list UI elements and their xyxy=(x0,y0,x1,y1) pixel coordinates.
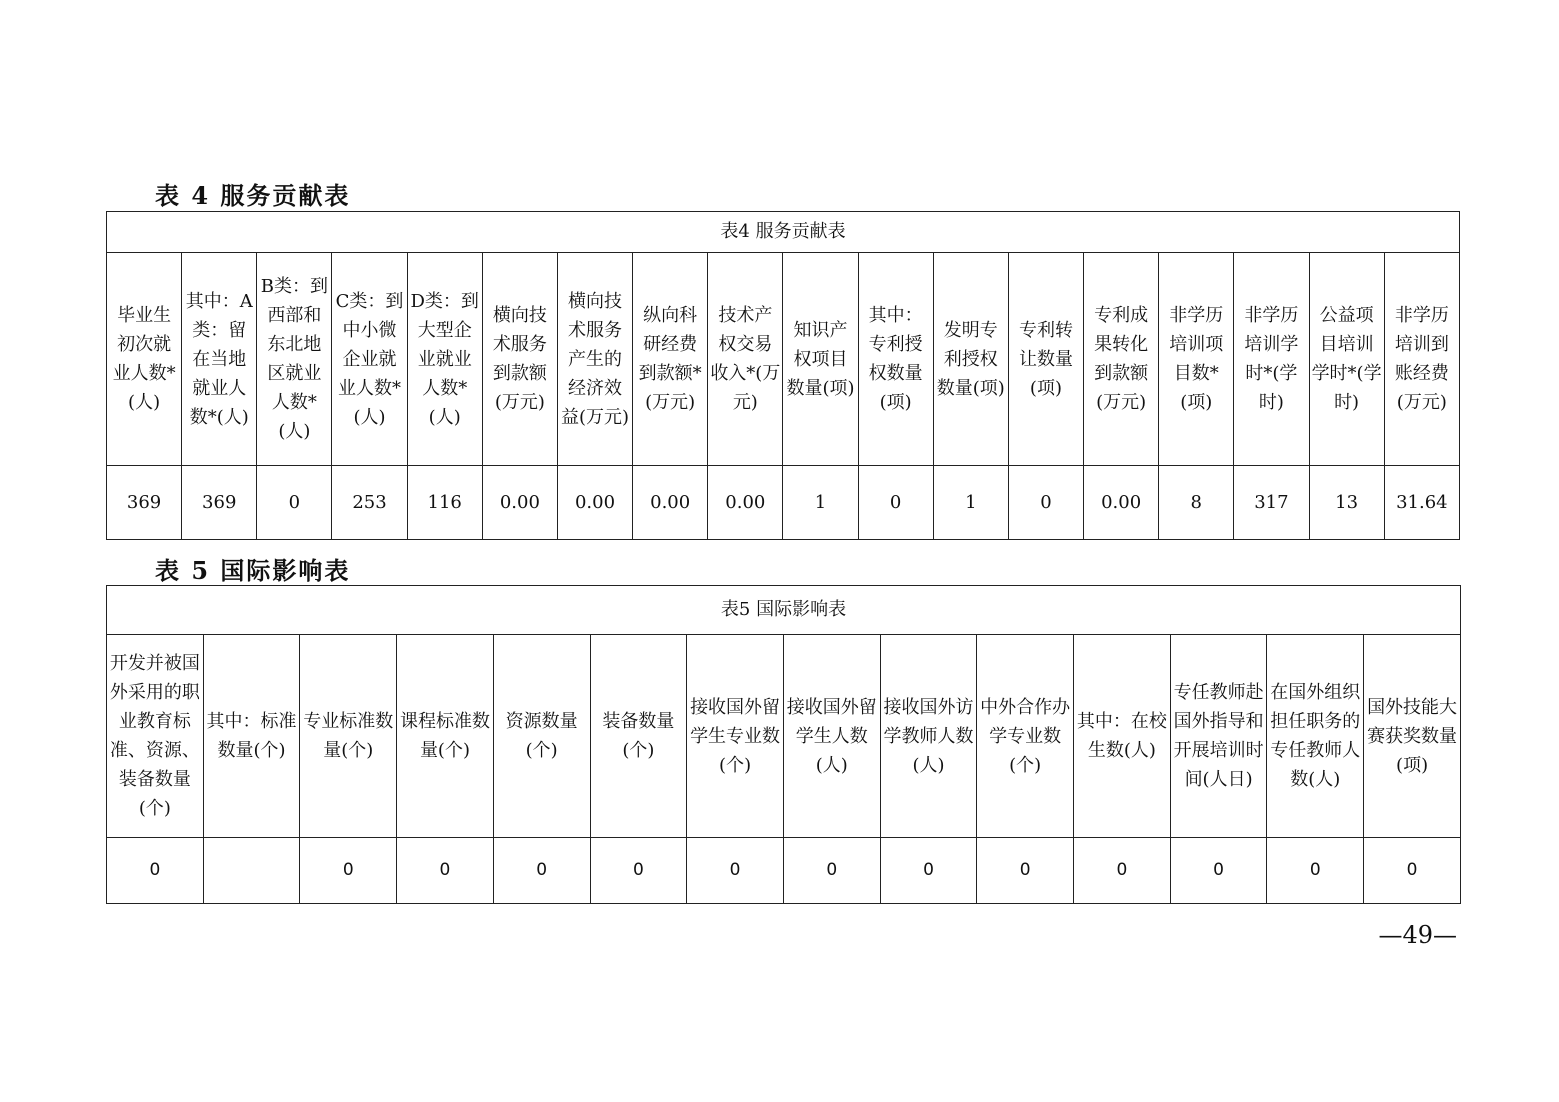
page-number: —49— xyxy=(1378,921,1457,949)
service-contribution-table xyxy=(106,211,1460,540)
table5-header-cell: 装备数量(个) xyxy=(590,635,687,838)
table5-header-cell: 接收国外留学生专业数(个) xyxy=(687,635,784,838)
table5-header-cell: 课程标准数量(个) xyxy=(397,635,494,838)
table4-value-cell: 13 xyxy=(1309,466,1384,540)
table4-header-cell: 其中：A类：留在当地就业人数*(人) xyxy=(182,253,257,466)
table5-value-cell: 0 xyxy=(397,838,494,904)
table5-value-cell: 0 xyxy=(590,838,687,904)
table5-header-cell: 接收国外访学教师人数(人) xyxy=(880,635,977,838)
table5-header-cell: 专业标准数量(个) xyxy=(300,635,397,838)
table5-value-cell: 0 xyxy=(687,838,784,904)
table4-value-cell: 0.00 xyxy=(557,466,632,540)
table5-value-cell: 0 xyxy=(107,838,204,904)
table4-value-cell: 317 xyxy=(1234,466,1309,540)
table5-value-cell: 0 xyxy=(1267,838,1364,904)
table5-value-cell: 0 xyxy=(1074,838,1171,904)
table4-heading: 表 4 服务贡献表 xyxy=(155,181,351,210)
table5-header-cell: 中外合作办学专业数(个) xyxy=(977,635,1074,838)
table4-value-cell: 0.00 xyxy=(633,466,708,540)
table5-header-cell: 开发并被国外采用的职业教育标准、资源、装备数量(个) xyxy=(107,635,204,838)
table4-header-cell: 其中：专利授权数量(项) xyxy=(858,253,933,466)
table5-value-cell: 0 xyxy=(1364,838,1461,904)
table4-value-cell: 0 xyxy=(1008,466,1083,540)
table5-value-cell: 0 xyxy=(977,838,1074,904)
table5-heading: 表 5 国际影响表 xyxy=(155,556,351,585)
table4-value-cell: 116 xyxy=(407,466,482,540)
table4-value-row xyxy=(107,466,1460,540)
table5-value-cell: 0 xyxy=(880,838,977,904)
table4-header-cell: 专利转让数量(项) xyxy=(1008,253,1083,466)
table4-header-cell: 纵向科研经费到款额*(万元) xyxy=(633,253,708,466)
table4-header-cell: 公益项目培训学时*(学时) xyxy=(1309,253,1384,466)
table4-caption: 表4 服务贡献表 xyxy=(107,212,1460,253)
table4-header-cell: 专利成果转化到款额(万元) xyxy=(1084,253,1159,466)
table4-header-cell: 非学历培训项目数*(项) xyxy=(1159,253,1234,466)
table4-value-cell: 0 xyxy=(858,466,933,540)
table4-header-cell: 知识产权项目数量(项) xyxy=(783,253,858,466)
table5-header-row xyxy=(107,635,1461,838)
table4-header-cell: B类：到西部和东北地区就业人数*(人) xyxy=(257,253,332,466)
table4-value-cell: 253 xyxy=(332,466,407,540)
table4-value-cell: 369 xyxy=(182,466,257,540)
table4-header-cell: 非学历培训学时*(学时) xyxy=(1234,253,1309,466)
table5-header-cell: 国外技能大赛获奖数量(项) xyxy=(1364,635,1461,838)
table5-value-cell: 0 xyxy=(493,838,590,904)
table4-value-cell: 369 xyxy=(107,466,182,540)
table4-value-cell: 1 xyxy=(783,466,858,540)
table4-value-cell: 0.00 xyxy=(708,466,783,540)
table4-value-cell: 0.00 xyxy=(1084,466,1159,540)
table4-header-cell: 毕业生初次就业人数*(人) xyxy=(107,253,182,466)
table4-header-cell: C类：到中小微企业就业人数*(人) xyxy=(332,253,407,466)
table5-value-cell xyxy=(203,838,300,904)
table4-value-cell: 0 xyxy=(257,466,332,540)
table5-header-cell: 其中：在校生数(人) xyxy=(1074,635,1171,838)
table5-value-cell: 0 xyxy=(783,838,880,904)
table4-value-cell: 0.00 xyxy=(482,466,557,540)
table4-header-row xyxy=(107,253,1460,466)
table4-value-cell: 1 xyxy=(933,466,1008,540)
table5-value-row xyxy=(107,838,1461,904)
table4-value-cell: 8 xyxy=(1159,466,1234,540)
table5-header-cell: 接收国外留学生人数(人) xyxy=(783,635,880,838)
table5-value-cell: 0 xyxy=(300,838,397,904)
table4-header-cell: 横向技术服务到款额(万元) xyxy=(482,253,557,466)
international-influence-table xyxy=(106,585,1461,904)
table4-value-cell: 31.64 xyxy=(1384,466,1459,540)
table4-header-cell: 非学历培训到账经费(万元) xyxy=(1384,253,1459,466)
table5-header-cell: 资源数量(个) xyxy=(493,635,590,838)
table5-header-cell: 其中：标准数量(个) xyxy=(203,635,300,838)
table4-header-cell: 横向技术服务产生的经济效益(万元) xyxy=(557,253,632,466)
table4-header-cell: 发明专利授权数量(项) xyxy=(933,253,1008,466)
table5-header-cell: 在国外组织担任职务的专任教师人数(人) xyxy=(1267,635,1364,838)
table4-header-cell: D类：到大型企业就业人数*(人) xyxy=(407,253,482,466)
table4-header-cell: 技术产权交易收入*(万元) xyxy=(708,253,783,466)
table5-value-cell: 0 xyxy=(1170,838,1267,904)
table5-caption: 表5 国际影响表 xyxy=(107,586,1461,635)
table5-header-cell: 专任教师赴国外指导和开展培训时间(人日) xyxy=(1170,635,1267,838)
